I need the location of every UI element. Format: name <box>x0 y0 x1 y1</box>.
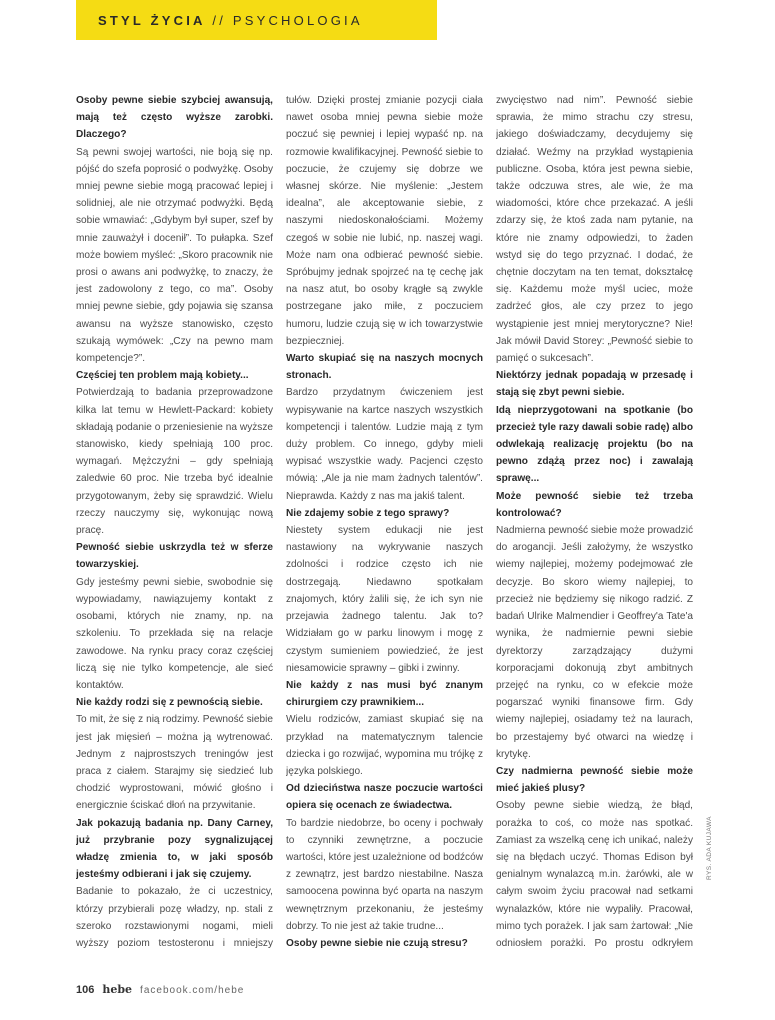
section-header <box>98 13 363 28</box>
question-heading: Jak pokazują badania np. Dany Carney, już przybranie pozy sygnalizującej władzę zmienia to, w jaki sposób jesteśmy odbierani i jak się czujemy. <box>76 817 273 881</box>
question-heading: Nie każdy rodzi się z pewnością siebie. <box>76 697 263 709</box>
section-title: STYL ŻYCIA <box>98 12 206 28</box>
question-heading: Osoby pewne siebie szybciej awansują, mają też często wyższe zarobki. Dlaczego? <box>76 95 273 141</box>
question-heading: Nie zdajemy sobie z tego sprawy? <box>286 507 450 519</box>
question-heading: Niektórzy jednak popadają w przesadę i stają się zbyt pewni siebie. <box>496 370 693 399</box>
body-paragraph: Są pewni swojej wartości, nie boją się np. pójść do szefa poprosić o podwyżkę. Osoby mniej pewne siebie mogą pracować lepiej i solidniej, ale nie otrzymać podwyżki. Będą sobie wmawiać: „Gdybym był super, szef by mnie zauważył i docenił”. To pułapka. Szef może bowiem myśleć: „Skoro pracownik nie prosi o awans ani podwyżkę, to znaczy, że jest zadowolony z tego, co ma”. Osoby mniej pewne siebie, gdy pojawia się szansa awansu na wyższe stanowisko, często szukają wymówek: „Czy na pewno mam kompetencje?”. <box>76 146 273 365</box>
question-heading: Idą nieprzygotowani na spotkanie (bo przecież tyle razy dawali sobie radę) albo odwlekają realizację projektu (bo na pewno zdążą przez noc) i zawalają sprawę... <box>496 404 693 485</box>
body-paragraph: To mit, że się z nią rodzimy. Pewność siebie jest jak mięsień – można ją wytrenować. Jednym z najprostszych treningów jest praca z ciałem. Starajmy się siedzieć lub chodzić wyprostowani, mówić głośno i energicznie ściskać dłoń na przywitanie. <box>76 714 273 812</box>
question-heading: Nie każdy z nas musi być znanym chirurgiem czy prawnikiem... <box>286 679 483 709</box>
body-paragraph: Bardzo przydatnym ćwiczeniem jest wypisywanie na kartce naszych wszystkich kompetencji i talentów. Ludzie mają z tym duży problem. Co innego, gdyby mieli wypisać wszystkie wady. Pacjenci często mówią: „Ale ja nie mam żadnych talentów”. Nieprawda. Każdy z nas ma jakiś talent. <box>286 387 483 502</box>
question-heading: Od dzieciństwa nasze poczucie wartości opiera się ocenach ze świadectwa. <box>286 783 483 812</box>
question-heading: Osoby pewne siebie nie czują stresu? <box>286 937 468 949</box>
question-heading: Czy nadmierna pewność siebie może mieć jakieś plusy? <box>496 765 693 795</box>
section-header-bar <box>76 0 437 40</box>
body-paragraph: Niestety system edukacji nie jest nastawiony na wykrywanie naszych zdolności i rodzice często ich nie dostrzegają. Niedawno spotkałam znajomych, który żalili się, że ich syn nie przejawia żadnego talentu. Jak to? Widziałam go w parku linowym i mogę z czystym sumieniem powiedzieć, że jest niesamowicie sprawny – gibki i zwinny. <box>286 525 483 674</box>
body-paragraph: tułów. Dzięki prostej zmianie pozycji ciała nawet osoba mniej pewna siebie może poczuć się pewniej i lepiej wypaść np. na rozmowie kwalifikacyjnej. Pewność siebie to poczucie, że czujemy się dobrze we własnej skórze. Nie myślenie: „Jestem idealna”, ale akceptowanie siebie, z naszymi niedoskonałościami. Możemy czegoś w sobie nie lubić, np. naszej wagi. Może nam ona odbierać pewność siebie. Spróbujmy jednak spojrzeć na tę cechę jak na nasz atut, bo osoby krągłe są zwykle postrzegane jako miłe, z poczuciem humoru, ludzie czują się w ich towarzystwie bezpieczniej. <box>286 95 483 347</box>
body-paragraph: Wielu rodziców, zamiast skupiać się na przykład na matematycznym talencie dziecka i go rozwijać, wypomina mu trójkę z języka polskiego. <box>286 714 483 777</box>
question-heading: Częściej ten problem mają kobiety... <box>76 370 249 382</box>
body-paragraph: Gdy jesteśmy pewni siebie, swobodnie się wypowiadamy, nawiązujemy kontakt z osobami, których nie znamy, np. na szkoleniu. To przekłada się na relacje zawodowe. Na rynku pracy coraz częściej liczą się nie tylko kompetencje, ale sieć kontaktów. <box>76 576 273 691</box>
body-paragraph: Badanie to pokazało, że ci uczestnicy, którzy przybierali pozę władzy, np. stali z szeroko rozstawionymi nogami, mieli wyższy poziom testosteronu i mniejszy <box>76 886 273 949</box>
illustration-credit: RYS. ADA KUJAWA <box>706 816 713 880</box>
page-number: 106 <box>76 984 95 996</box>
subsection-title: PSYCHOLOGIA <box>232 12 363 28</box>
body-paragraph: Nadmierna pewność siebie może prowadzić do arogancji. Jeśli założymy, że wszystko wiemy najlepiej, możemy podejmować złe decyzje. Bo skoro wiemy najlepiej, to przecież nie będziemy się nikogo radzić. Z badań Ulrike Malmendier i Geoffrey'a Tate'a wynika, że nadmiernie pewni siebie dyrektorzy zarządzający dużymi korporacjami dokonują zbyt ambitnych przejęć na rynku, co w efekcie może pogarszać wyniki finansowe firm. Gdy wiemy najlepiej, osiadamy też na laurach, bo przestajemy być otwarci na wiedzę i krytykę. <box>496 525 693 760</box>
article-column-3 <box>496 92 693 952</box>
body-paragraph: zwycięstwo nad nim”. Pewność siebie sprawia, że mimo strachu czy stresu, jakiego doświadczamy, decydujemy się działać. Weźmy na przykład wystąpienia publiczne. Osoba, która jest pewna siebie, także odczuwa stres, ale wie, że ma wiadomości, które chce przekazać. A jeśli zdarzy się, że ktoś zada nam pytanie, na które nie znamy odpowiedzi, to żaden wstyd się do tego przyznać. I dodać, że chętnie doczytam na ten temat, dokształcę się. Każdemu może myśl uciec, może zadrżeć głos, ale czy przez to jego wystąpienie jest mniej merytoryczne? Nie! Jak mówił David Storey: „Pewność siebie to pamięć o sukcesach”. <box>496 95 693 365</box>
brand-logo: hebe <box>102 983 133 996</box>
question-heading: Warto skupiać się na naszych mocnych stronach. <box>286 353 483 382</box>
body-paragraph: Osoby pewne siebie wiedzą, że błąd, porażka to coś, co może nas spotkać. Zamiast za wszelką cenę ich unikać, należy się na błędach uczyć. Thomas Edison był genialnym wynalazcą m.in. żarówki, ale w całym swoim życiu pracował nad setkami wynalazków, które nie wypaliły. Pracował, mimo tych porażek. I jak sam żartował: „Nie odniosłem porażki. Po prostu odkryłem <box>496 800 693 949</box>
article-column-1 <box>76 92 273 952</box>
page-footer <box>76 983 244 999</box>
article-body <box>76 92 694 952</box>
body-paragraph: Potwierdzają to badania przeprowadzone kilka lat temu w Hewlett-Packard: kobiety składają podanie o przeniesienie na wyższe stanowisko, kiedy spełniają 100 proc. wymagań. Mężczyźni – gdy spełniają zaledwie 60 proc. Nie trzeba być idealnie przygotowanym, żeby się sprawdzić. Wielu rzeczy nauczymy się, wykonując nową pracę. <box>76 387 273 537</box>
website-link[interactable]: facebook.com/hebe <box>140 985 245 996</box>
question-heading: Pewność siebie uskrzydla też w sferze towarzyskiej. <box>76 542 273 571</box>
section-separator: // <box>205 12 233 28</box>
body-paragraph: To bardzie niedobrze, bo oceny i pochwały to czynniki zewnętrzne, a poczucie wartości, które jest uzależnione od bodźców z zewnątrz, jest bardzo niestabilne. Nasza samoocena powinna być oparta na naszym wewnętrznym przekonaniu, że jesteśmy dobrzy. To nie jest aż takie trudne... <box>286 817 483 932</box>
article-column-2 <box>286 92 483 952</box>
question-heading: Może pewność siebie też trzeba kontrolować? <box>496 490 693 519</box>
